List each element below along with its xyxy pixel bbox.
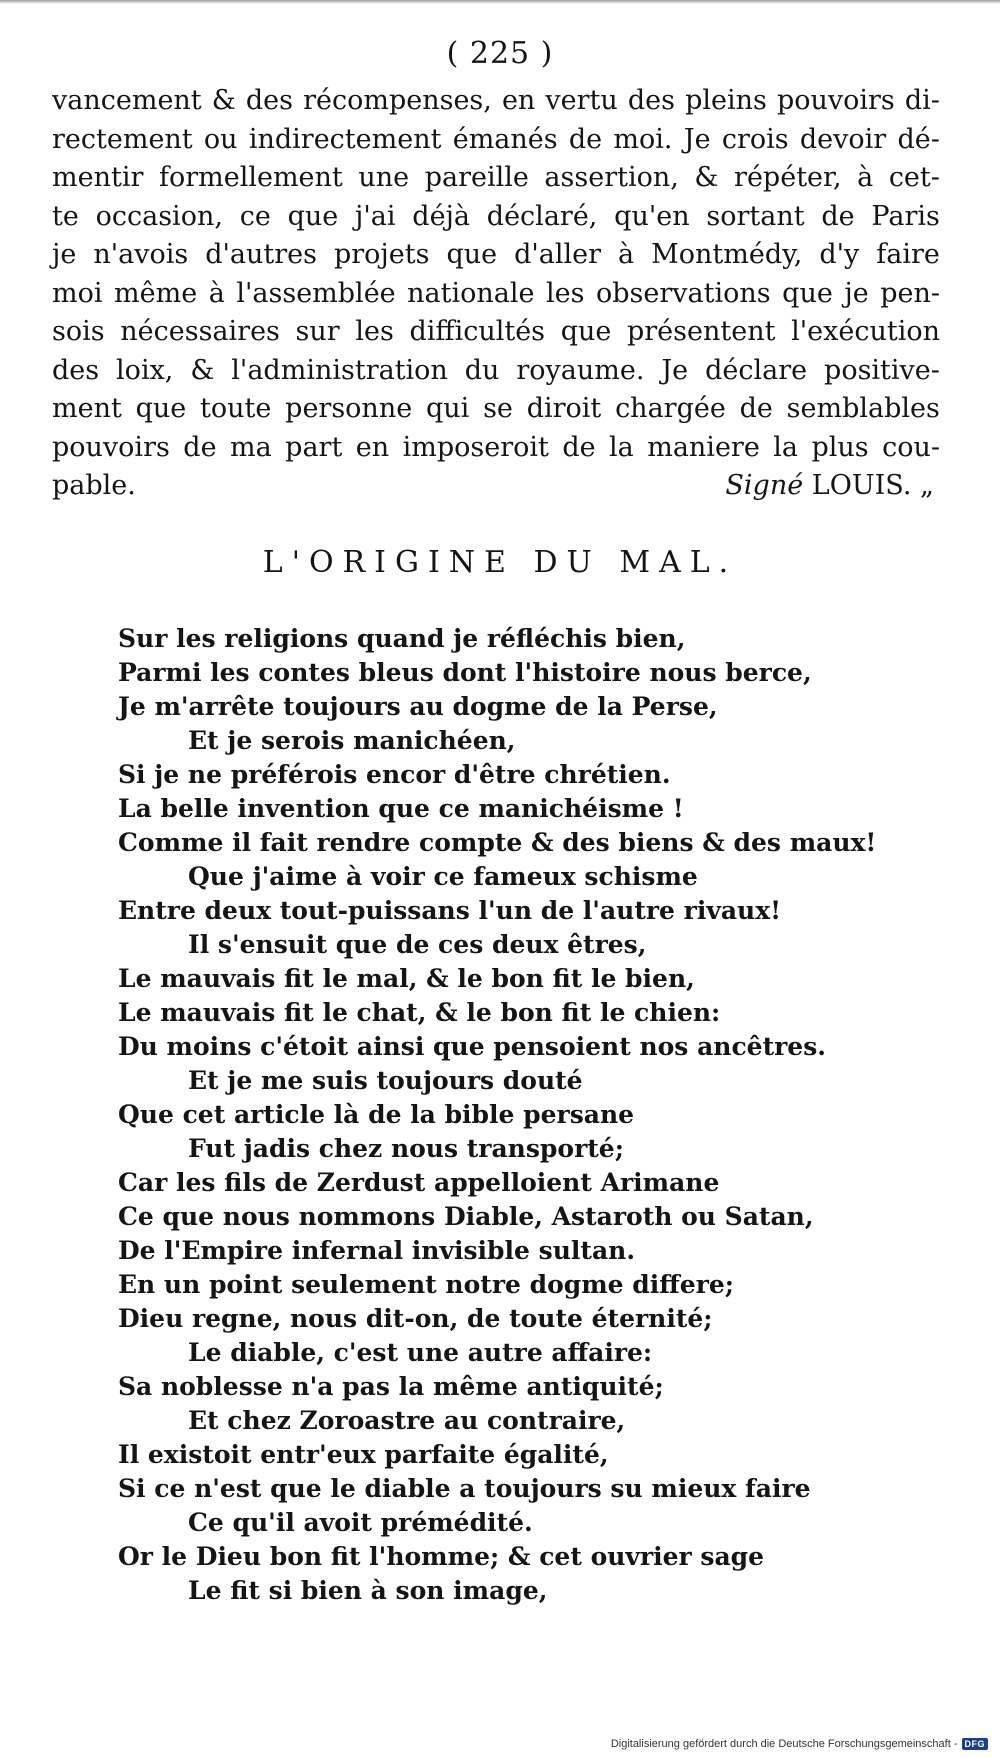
verse-line: Il s'ensuit que de ces deux êtres,	[188, 930, 647, 959]
prose-word: diroit	[526, 393, 602, 424]
prose-word: à	[618, 239, 635, 270]
prose-word: sur	[295, 316, 340, 347]
prose-word: que	[782, 277, 833, 309]
prose-word: sois	[52, 316, 105, 347]
prose-word: cet-	[888, 162, 940, 193]
prose-word: ment	[52, 393, 122, 424]
verse-line: Entre deux tout-puissans l'un de l'autre rivaux!	[118, 896, 782, 925]
prose-word: pouvoirs	[776, 85, 895, 116]
verse-line: Ce qu'il avoit prémédité.	[188, 1508, 533, 1537]
signed-label: Signé	[725, 470, 804, 501]
verse-line: Il existoit entr'eux parfaite égalité,	[118, 1440, 609, 1469]
prose-word: vancement	[52, 85, 202, 116]
verse-line: Le mauvais fit le mal, & le bon fit le bien,	[118, 964, 695, 993]
prose-word: de	[183, 431, 217, 463]
verse-line: La belle invention que ce manichéisme !	[118, 794, 684, 823]
prose-word: pen-	[880, 277, 940, 309]
prose-word: la	[609, 431, 634, 463]
prose-word: di-	[904, 85, 940, 116]
verse-line: Si ce n'est que le diable a toujours su mieux faire	[118, 1474, 811, 1503]
verse-line: Je m'arrête toujours au dogme de la Perse,	[118, 692, 718, 721]
prose-line	[52, 236, 940, 275]
prose-word: observations	[596, 277, 771, 309]
prose-word: en	[355, 431, 390, 463]
prose-word: l'assemblée	[236, 277, 396, 309]
prose-word: rectement	[52, 123, 193, 155]
prose-word: ce	[239, 200, 271, 232]
prose-word: la	[773, 431, 798, 463]
verse-line: Le fit si bien à son image,	[188, 1576, 548, 1605]
prose-word: sortant	[706, 200, 805, 232]
prose-word: de	[821, 200, 855, 232]
prose-word: pouvoirs	[52, 431, 170, 463]
prose-line	[52, 352, 940, 391]
verse-line: Dieu regne, nous dit-on, de toute éternité;	[118, 1304, 713, 1333]
verse-line: En un point seulement notre dogme differe;	[118, 1270, 735, 1299]
prose-word: faire	[876, 239, 940, 270]
verse-line: Le mauvais fit le chat, & le bon fit le chien:	[118, 998, 721, 1027]
prose-line-last	[52, 467, 940, 506]
prose-word: d'aller	[514, 239, 602, 270]
prose-word: présentent	[626, 316, 776, 347]
prose-word: ma	[230, 431, 272, 463]
prose-word: nécessaires	[120, 316, 280, 347]
prose-word: nationale	[407, 277, 535, 309]
prose-block	[52, 82, 940, 506]
credit-text: Digitalisierung gefördert durch die Deutsche Forschungsgemeinschaft -	[610, 1738, 958, 1750]
prose-word: Je	[661, 354, 689, 386]
prose-word: j'ai	[355, 200, 396, 232]
prose-word: des	[627, 85, 675, 116]
prose-word: devoir	[799, 123, 887, 155]
prose-word: assertion,	[544, 162, 679, 193]
prose-word: moi	[52, 277, 103, 309]
prose-line	[52, 390, 940, 429]
prose-word: une	[358, 162, 410, 193]
prose-word: Paris	[871, 200, 940, 232]
prose-word: que	[135, 393, 187, 424]
prose-word: les	[546, 277, 585, 309]
verse-line: Et je me suis toujours douté	[188, 1066, 583, 1095]
prose-word: &	[211, 85, 236, 116]
prose-word: en	[501, 85, 536, 116]
prose-word: qui	[425, 393, 470, 424]
prose-word: d'autres	[205, 239, 318, 270]
verse-line: Du moins c'étoit ainsi que pensoient nos ancêtres.	[118, 1032, 826, 1061]
prose-line	[52, 82, 940, 121]
verse-line: Or le Dieu bon fit l'homme; & cet ouvrier sage	[118, 1542, 765, 1571]
verse-line: De l'Empire infernal invisible sultan.	[118, 1236, 636, 1265]
prose-word: déclare	[705, 354, 808, 386]
prose-word: maniere	[647, 431, 760, 463]
prose-line	[52, 159, 940, 198]
prose-word: mentir	[52, 162, 144, 193]
prose-word: je	[52, 239, 77, 270]
verse-line: Et chez Zoroastre au contraire,	[188, 1406, 626, 1435]
prose-word: que	[287, 200, 339, 232]
prose-word: les	[355, 316, 394, 347]
prose-word: de	[562, 431, 596, 463]
prose-word: même	[114, 277, 198, 309]
verse-line: Ce que nous nommons Diable, Astaroth ou Satan,	[118, 1202, 814, 1231]
prose-word: royaume.	[516, 354, 645, 386]
verse-line: Et je serois manichéen,	[188, 726, 516, 755]
closing-quote-mark: „	[920, 470, 934, 501]
prose-word: n'avois	[93, 239, 189, 270]
prose-word: semblables	[786, 393, 940, 424]
verse-line: Sur les religions quand je réfléchis bien,	[118, 624, 686, 653]
prose-line	[52, 275, 940, 314]
prose-word: part	[285, 431, 343, 463]
prose-word: l'administration	[231, 354, 448, 386]
prose-word: récompenses,	[303, 85, 492, 116]
prose-word: à	[857, 162, 874, 193]
prose-word: je	[844, 277, 869, 309]
prose-word: du	[464, 354, 500, 386]
prose-word: des	[52, 354, 100, 386]
prose-word: pleins	[685, 85, 767, 116]
prose-word: pareille	[424, 162, 529, 193]
verse-line: Que j'aime à voir ce fameux schisme	[188, 862, 698, 891]
prose-word: que	[446, 239, 498, 270]
prose-word: &	[190, 354, 215, 386]
prose-word: vertu	[545, 85, 618, 116]
prose-word: moi.	[613, 123, 673, 155]
prose-word: imposeroit	[402, 431, 549, 463]
prose-word: te	[52, 200, 79, 232]
prose-word: d'y	[819, 239, 860, 270]
page-top-edge	[0, 0, 1000, 4]
prose-word: de	[739, 393, 773, 424]
prose-word: positive-	[824, 354, 940, 386]
prose-word: l'exécution	[791, 316, 940, 347]
prose-line	[52, 121, 940, 160]
prose-line	[52, 198, 940, 237]
prose-word: pable.	[52, 470, 136, 501]
prose-word: déjà	[412, 200, 471, 232]
prose-word: difficultés	[409, 316, 546, 347]
prose-word: formellement	[158, 162, 343, 193]
prose-word: que	[560, 316, 612, 347]
prose-word: de	[568, 123, 603, 155]
prose-word: projets	[333, 239, 430, 270]
verse-line: Fut jadis chez nous transporté;	[188, 1134, 624, 1163]
verse-line: Que cet article là de la bible persane	[118, 1100, 635, 1129]
verse-line: Parmi les contes bleus dont l'histoire nous berce,	[118, 658, 812, 687]
prose-word: à	[208, 277, 225, 309]
prose-word: plus	[811, 431, 869, 463]
prose-word: qu'en	[614, 200, 690, 232]
prose-word: Montmédy,	[651, 239, 803, 270]
digitization-credit	[611, 1738, 988, 1750]
prose-line	[52, 313, 940, 352]
prose-word: indirectement	[248, 123, 442, 155]
prose-word: émanés	[452, 123, 558, 155]
verse-line: Car les fils de Zerdust appelloient Arimane	[118, 1168, 720, 1197]
prose-word: répéter,	[734, 162, 842, 193]
poem-body	[118, 622, 958, 1608]
poem-title: L'ORIGINE DU MAL.	[262, 545, 738, 580]
prose-word: se	[483, 393, 513, 424]
prose-word: personne	[285, 393, 413, 424]
signature	[725, 467, 940, 506]
prose-line	[52, 429, 940, 468]
page-number: ( 225 )	[446, 36, 554, 71]
verse-line: Si je ne préférois encor d'être chrétien.	[118, 760, 671, 789]
prose-word: crois	[721, 123, 789, 155]
prose-word: chargée	[615, 393, 726, 424]
prose-word: occasion,	[95, 200, 223, 232]
prose-word: ou	[203, 123, 238, 155]
prose-word: dé-	[897, 123, 940, 155]
verse-line: Comme il fait rendre compte & des biens & des maux!	[118, 828, 877, 857]
prose-word: &	[694, 162, 719, 193]
prose-word: Je	[683, 123, 711, 155]
prose-word: toute	[200, 393, 272, 424]
prose-word: loix,	[116, 354, 174, 386]
dfg-logo-icon: DFG	[962, 1738, 989, 1750]
verse-line: Le diable, c'est une autre affaire:	[188, 1338, 653, 1367]
signed-name: LOUIS.	[811, 470, 912, 501]
prose-word: cou-	[882, 431, 940, 463]
prose-word: déclaré,	[486, 200, 598, 232]
verse-line: Sa noblesse n'a pas la même antiquité;	[118, 1372, 664, 1401]
prose-word: des	[245, 85, 293, 116]
